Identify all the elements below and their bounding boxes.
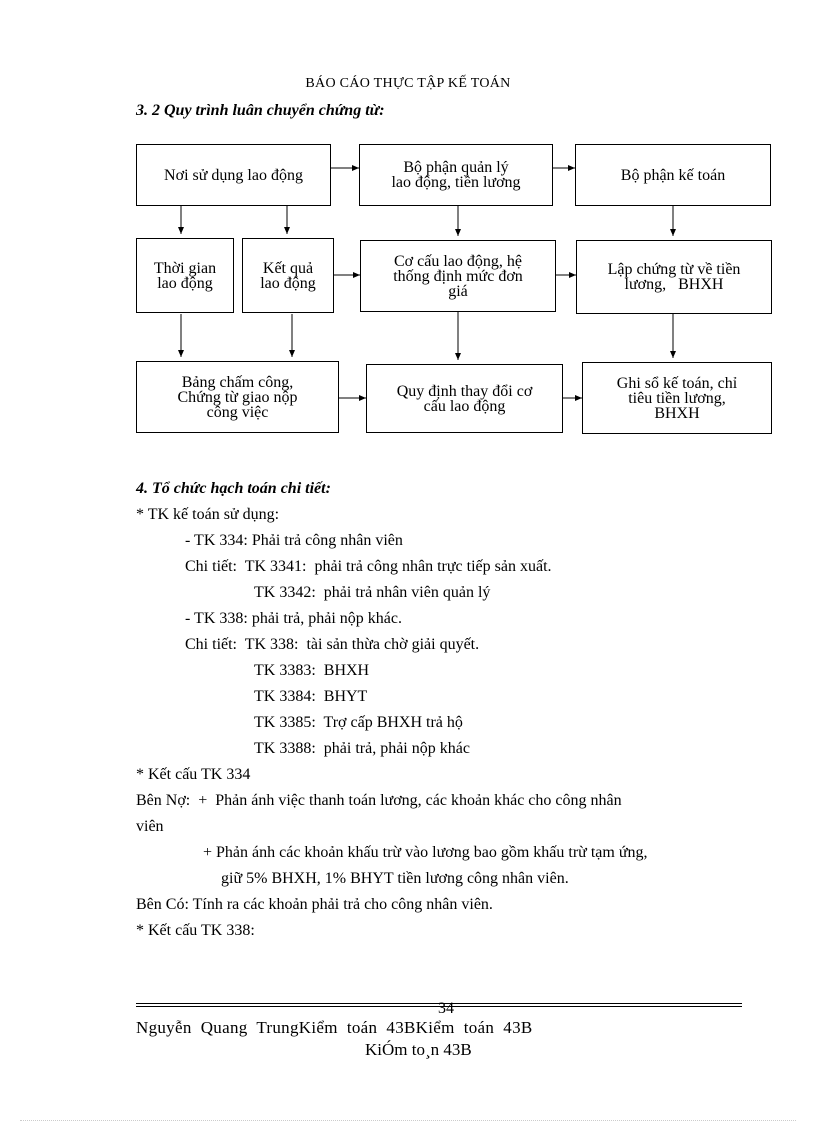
box-lap-chung-tu — [576, 240, 772, 314]
body-line: giữ 5% BHXH, 1% BHYT tiền lương công nhân viên. — [221, 870, 569, 887]
box-label-line: Quy định thay đổi cơ — [396, 382, 533, 400]
box-label-line: Kết quả — [262, 259, 314, 277]
box-co-cau — [360, 240, 556, 312]
box-label-line: cấu lao động — [423, 397, 506, 415]
footer-author-line: Nguyễn Quang TrungKiểm toán 43BKiểm toán 43B — [136, 1018, 533, 1037]
box-label-line: tiêu tiền lương, — [628, 389, 726, 407]
body-line: * Kết cấu TK 334 — [136, 766, 251, 783]
body-line: TK 3388: phải trả, phải nộp khác — [254, 740, 470, 757]
box-bang-cham-cong — [136, 361, 339, 433]
box-bo-phan-quan-ly — [359, 144, 553, 206]
box-label-line: Lập chứng từ về tiền — [607, 261, 741, 278]
body-line: TK 3342: phải trả nhân viên quản lý — [254, 584, 491, 601]
body-line: TK 3385: Trợ cấp BHXH trả hộ — [254, 714, 463, 731]
section-heading-4: 4. Tổ chức hạch toán chi tiết: — [136, 480, 331, 497]
body-line: Chi tiết: TK 338: tài sản thừa chờ giải quyết. — [185, 636, 480, 653]
page-number: 34 — [438, 1000, 454, 1017]
body-line: - TK 338: phải trả, phải nộp khác. — [185, 610, 402, 627]
box-label-line: Cơ cấu lao động, hệ — [394, 252, 522, 270]
box-label-line: Ghi sổ kế toán, chỉ — [616, 374, 738, 392]
body-line: Bên Nợ: + Phản ánh việc thanh toán lương, các khoản khác cho công nhân — [136, 792, 622, 809]
box-label-line: thống định mức đơn — [393, 267, 523, 285]
box-label-line: Bộ phận quản lý — [403, 159, 509, 176]
box-label-line: lao động, tiền lương — [391, 174, 521, 191]
box-noi-su-dung — [136, 144, 331, 206]
body-line: + Phản ánh các khoản khấu trừ vào lương bao gồm khấu trừ tạm ứng, — [203, 844, 648, 861]
body-line: * Kết cấu TK 338: — [136, 922, 255, 939]
box-label-line: Thời gian — [153, 259, 217, 277]
box-label: Nơi sử dụng lao động — [164, 166, 303, 184]
box-label-line: BHXH — [654, 404, 700, 422]
body-line: viên — [136, 818, 164, 835]
body-line: Chi tiết: TK 3341: phải trả công nhân trực tiếp sản xuất. — [185, 558, 552, 575]
box-quy-dinh — [366, 364, 563, 433]
footer-garbled-line: KiÓm to¸n 43B — [365, 1040, 472, 1059]
body-line: TK 3384: BHYT — [254, 688, 368, 705]
report-header: BÁO CÁO THỰC TẬP KẾ TOÁN — [305, 76, 511, 91]
box-ket-qua — [242, 238, 334, 313]
section-heading-3-2: 3. 2 Quy trình luân chuyển chứng từ: — [136, 102, 385, 119]
body-line: * TK kế toán sử dụng: — [136, 506, 280, 523]
body-line: TK 3383: BHXH — [254, 662, 370, 679]
box-label-line: công việc — [206, 403, 269, 421]
body-line: Bên Có: Tính ra các khoản phải trả cho công nhân viên. — [136, 896, 493, 913]
box-bo-phan-ke-toan — [575, 144, 771, 206]
box-label-line: lương, BHXH — [624, 276, 724, 293]
box-label-line: Bảng chấm công, — [181, 373, 294, 391]
box-label-line: Chứng từ giao nộp — [177, 388, 298, 406]
box-ghi-so — [582, 362, 772, 434]
body-line: - TK 334: Phải trả công nhân viên — [185, 532, 403, 549]
box-label-line: giá — [448, 282, 468, 300]
page-edge-divider — [20, 1120, 796, 1121]
box-thoi-gian — [136, 238, 234, 313]
box-label-line: lao động — [260, 274, 316, 292]
box-label: Bộ phận kế toán — [620, 166, 726, 184]
box-label-line: lao động — [157, 274, 213, 292]
